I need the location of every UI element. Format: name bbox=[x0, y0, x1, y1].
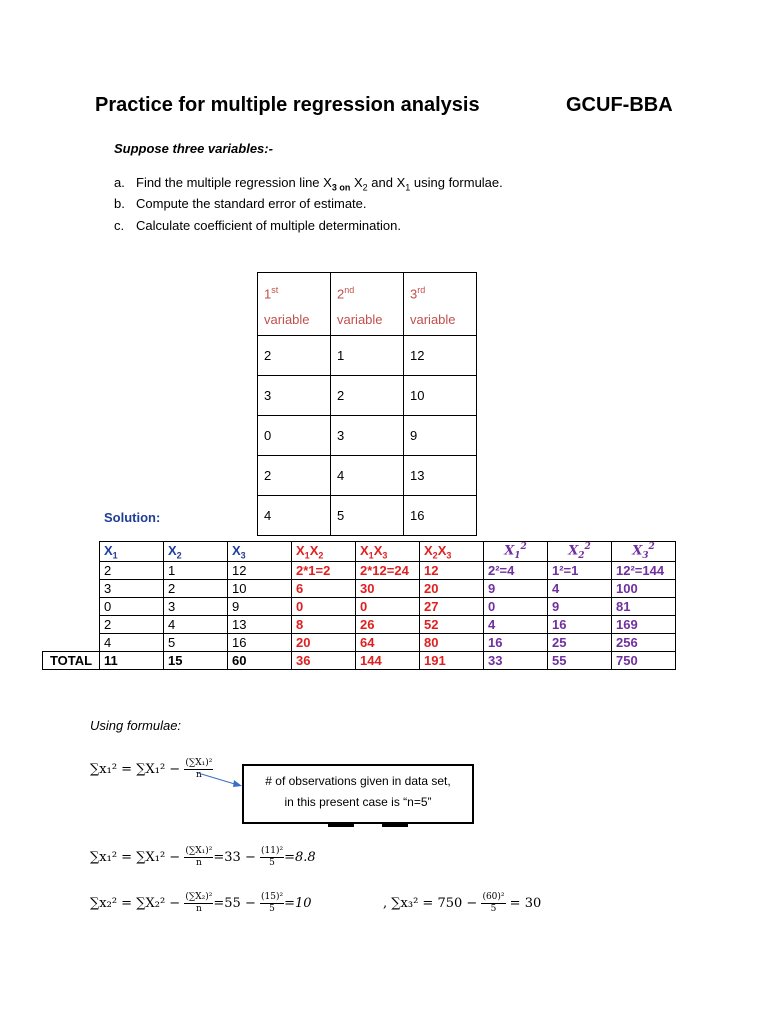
header-x1x2: $X_1X_2$ bbox=[292, 542, 356, 562]
table-row: 0 3 9 0 0 27 0 9 81 bbox=[43, 597, 676, 615]
solution-label: Solution: bbox=[104, 510, 161, 525]
totals-row: TOTAL 11 15 60 36 144 191 33 55 750 bbox=[43, 651, 676, 669]
header-x2: $X_2$ bbox=[164, 542, 228, 562]
table-row: 2 1 12 2*1=2 2*12=24 12 2²=4 1²=1 12²=144 bbox=[43, 561, 676, 579]
table-row: 2 4 13 8 26 52 4 16 169 bbox=[43, 615, 676, 633]
table-row: 3 2 10 bbox=[258, 376, 477, 416]
header-x1-squared: $X_1^2$ bbox=[484, 542, 548, 562]
total-label: TOTAL bbox=[43, 651, 100, 669]
task-a: a. Find the multiple regression line $X_{3 on}$ $X_2$ and $X_1$ using formulae. bbox=[114, 175, 503, 193]
page-title: Practice for multiple regression analysis bbox=[95, 94, 480, 116]
table-row: 2 4 13 bbox=[258, 456, 477, 496]
table-row: 4 5 16 bbox=[258, 496, 477, 536]
header-x3-squared: $X_3^2$ bbox=[612, 542, 676, 562]
header-x2-squared: $X_2^2$ bbox=[548, 542, 612, 562]
formula-2: ∑x₁² = ∑X₁² − $\frac{\text{(∑X₁)²}}{n}$ =33 − $\frac{\text{(11)²}}{5}$ =8.8 bbox=[90, 846, 316, 868]
formula-1: ∑x₁² = ∑X₁² − $\frac{\text{(∑X₁)²}}{n}$ bbox=[90, 758, 213, 780]
underline-mark bbox=[382, 824, 408, 827]
observation-note-box: # of observations given in data set, in this present case is “n=5” bbox=[242, 764, 474, 824]
underline-mark bbox=[328, 824, 354, 827]
header-cell: 1st variable bbox=[258, 273, 331, 336]
header-cell: 2nd variable bbox=[331, 273, 404, 336]
pointer-arrow bbox=[196, 770, 246, 792]
header-x1x3: $X_1X_3$ bbox=[356, 542, 420, 562]
table-row: 3 2 10 6 30 20 9 4 100 bbox=[43, 579, 676, 597]
variables-table-header bbox=[258, 273, 477, 336]
formula-4: , ∑x₃² = 750 − $\frac{\text{(60)²}}{5}$ = 30 bbox=[383, 892, 542, 914]
header-x2x3: $X_2X_3$ bbox=[420, 542, 484, 562]
table-row: 0 3 9 bbox=[258, 416, 477, 456]
solution-table bbox=[42, 541, 676, 670]
formula-3: ∑x₂² = ∑X₂² − $\frac{\text{(∑X₂)²}}{n}$ =55 − $\frac{\text{(15)²}}{5}$ =10 bbox=[90, 892, 312, 914]
header-x1: $X_1$ bbox=[100, 542, 164, 562]
variables-table bbox=[257, 272, 477, 536]
using-formulae-label: Using formulae: bbox=[90, 718, 182, 733]
course-tag: GCUF-BBA bbox=[566, 94, 673, 116]
table-row: 2 1 12 bbox=[258, 336, 477, 376]
solution-table-header bbox=[43, 542, 676, 562]
task-b: b. Compute the standard error of estimate. bbox=[114, 196, 367, 211]
header-x3: $X_3$ bbox=[228, 542, 292, 562]
empty-cell bbox=[43, 542, 100, 562]
intro-text: Suppose three variables:- bbox=[114, 141, 273, 156]
header-cell: 3rd variable bbox=[404, 273, 477, 336]
task-c: c. Calculate coefficient of multiple determination. bbox=[114, 218, 401, 233]
table-row: 4 5 16 20 64 80 16 25 256 bbox=[43, 633, 676, 651]
